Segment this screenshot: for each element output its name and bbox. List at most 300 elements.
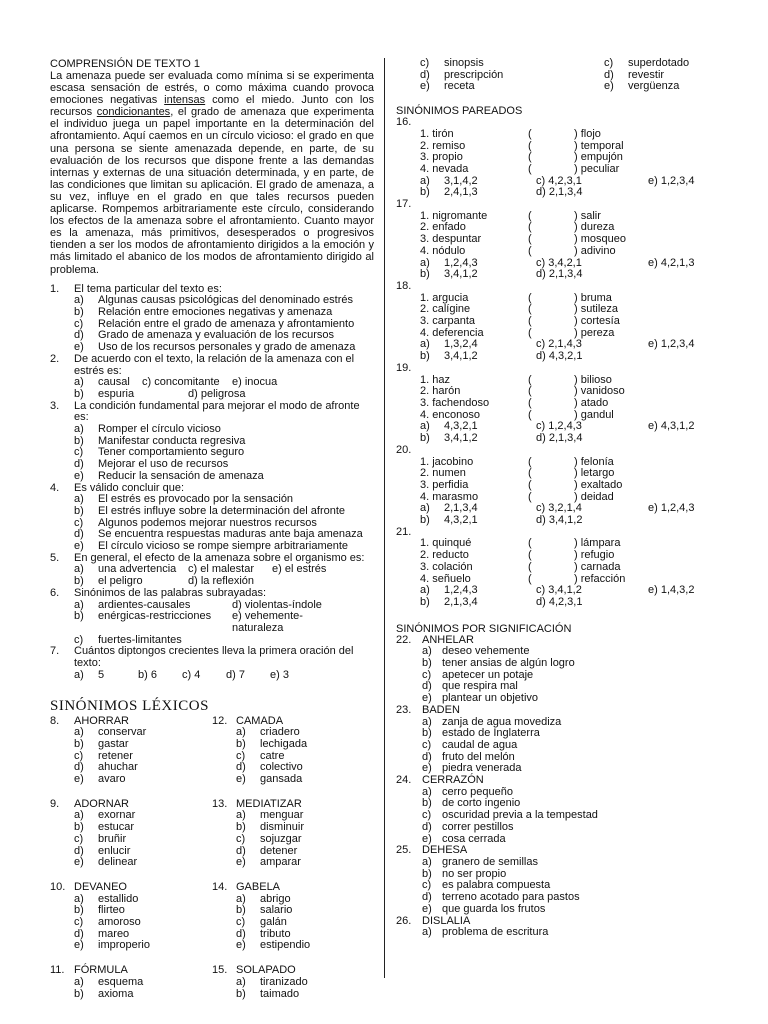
left-term: 3. perfidia	[420, 478, 469, 491]
spacer	[396, 316, 420, 328]
spacer	[396, 141, 420, 153]
option-cell: causal	[98, 376, 130, 389]
right-term: ) pereza	[574, 326, 615, 339]
question-number: 24.	[396, 774, 412, 787]
section-title: COMPRENSIÓN DE TEXTO 1	[50, 58, 200, 70]
option-letter: b)	[236, 904, 246, 917]
option-text: conservar	[98, 726, 147, 739]
option-letter: b)	[422, 727, 432, 740]
spacer	[396, 129, 420, 141]
synonym-question	[212, 799, 374, 869]
answer-option	[396, 857, 718, 869]
spacer	[396, 164, 420, 176]
option-letter: e)	[74, 773, 84, 786]
question-number: 13.	[212, 797, 228, 810]
option-text: estucar	[98, 821, 135, 834]
option-text: menguar	[260, 809, 304, 822]
lexical-synonyms-grid	[50, 716, 374, 1001]
answer-option	[50, 857, 212, 869]
option-cell: d) violentas-índole	[232, 598, 322, 611]
option-text: Se encuentra respuestas maduras ante baja amenaza	[98, 528, 363, 541]
option-text: problema de escritura	[442, 926, 549, 939]
paren-blank: (	[528, 478, 532, 491]
spacer	[396, 597, 420, 609]
option-cell: 3,4,1,2	[444, 432, 478, 445]
option-cell: prescripción	[444, 68, 504, 81]
option-text: tener ansias de algún logro	[442, 657, 575, 670]
headword: MEDIATIZAR	[236, 797, 302, 810]
spacer	[396, 421, 420, 433]
option-letter: d)	[74, 844, 84, 857]
paren-blank: (	[528, 560, 532, 573]
spacer	[396, 258, 420, 270]
paragraph-fragment: La amenaza puede ser evaluada como mínima si se experimenta escasa sensación de estrés, o como máxima cuando provoca emociones negativas	[50, 70, 374, 107]
answer-option	[396, 740, 718, 752]
right-term: ) temporal	[574, 139, 624, 152]
synonym-headword-row	[50, 882, 212, 894]
option-cell: revestir	[628, 68, 665, 81]
question-text: La condición fundamental para mejorar el modo de afronte es:	[74, 399, 360, 424]
option-letter: e)	[74, 856, 84, 869]
headword: ADORNAR	[74, 797, 130, 810]
right-term: ) gandul	[574, 408, 614, 421]
headword: FÓRMULA	[74, 964, 128, 977]
answer-option	[50, 471, 374, 483]
option-cell: e) 1,4,3,2	[648, 584, 695, 597]
option-letter: e)	[74, 469, 84, 482]
option-text: granero de semillas	[442, 856, 538, 868]
option-letter: c)	[74, 749, 84, 762]
option-text: cosa cerrada	[442, 832, 506, 845]
option-cell: d) 3,4,1,2	[536, 514, 583, 527]
answer-option	[50, 989, 212, 1001]
option-cell: 1,3,2,4	[444, 338, 478, 351]
spacer	[396, 211, 420, 223]
right-term: ) refugio	[574, 549, 615, 562]
answer-option	[50, 307, 374, 319]
right-term: ) sutileza	[574, 303, 619, 316]
answer-option-row	[396, 597, 718, 609]
synonym-headword-row	[212, 882, 374, 894]
option-cell: e)	[420, 80, 430, 93]
headword: DEHESA	[422, 844, 468, 857]
option-cell: 4,3,2,1	[444, 514, 478, 527]
pair-row	[396, 398, 718, 410]
headword: AHORRAR	[74, 714, 130, 727]
option-text: salario	[260, 904, 293, 917]
right-term: ) salir	[574, 209, 601, 222]
question-number: 10.	[50, 880, 66, 893]
right-term: ) atado	[574, 396, 609, 409]
option-letter: a)	[236, 726, 246, 739]
option-letter: e)	[236, 773, 246, 786]
option-letter: d)	[74, 458, 84, 471]
option-letter: b)	[236, 737, 246, 750]
option-cell: b)	[420, 432, 430, 445]
option-text: oscuridad previa a la tempestad	[442, 809, 598, 822]
spacer	[396, 152, 420, 164]
right-term: ) carnada	[574, 560, 621, 573]
option-cell: a)	[420, 502, 430, 515]
answer-option	[212, 739, 374, 751]
answer-option	[50, 977, 212, 989]
question-q7	[50, 646, 374, 669]
option-text: avaro	[98, 773, 126, 786]
paren-blank: (	[528, 385, 532, 398]
right-term: ) dureza	[574, 221, 615, 234]
option-letter: b)	[74, 821, 84, 834]
headword: DISLALIA	[422, 914, 471, 927]
left-term: 3. propio	[420, 151, 463, 164]
option-text: fruto del melón	[442, 750, 515, 763]
answer-option	[212, 940, 374, 952]
option-text: sojuzgar	[260, 832, 302, 845]
headword: CAMADA	[236, 714, 284, 727]
synonym-question	[212, 882, 374, 952]
right-term: ) refacción	[574, 572, 626, 585]
option-letter: a)	[236, 809, 246, 822]
spacer	[396, 386, 420, 398]
synonym-headword-row	[396, 705, 718, 717]
option-letter: b)	[74, 987, 84, 1000]
option-cell: a)	[74, 598, 84, 611]
answer-option-row	[396, 187, 718, 199]
right-term: ) exaltado	[574, 478, 623, 491]
option-cell: a)	[420, 256, 430, 269]
option-cell: a)	[74, 563, 84, 576]
paren-blank: (	[528, 233, 532, 246]
question-q3	[50, 401, 374, 424]
option-cell: 3,1,4,2	[444, 174, 478, 187]
option-text: de corto ingenio	[442, 797, 521, 810]
option-letter: d)	[74, 528, 84, 541]
option-letter: a)	[422, 785, 432, 798]
spacer	[396, 515, 420, 527]
question-q6	[50, 588, 374, 600]
spacer	[396, 538, 420, 550]
option-cell: d)	[420, 68, 430, 81]
option-cell: b)	[420, 186, 430, 199]
option-text: criadero	[260, 726, 300, 739]
left-term: 2. harón	[420, 385, 461, 398]
option-cell: c)	[420, 57, 430, 69]
option-cell: d) 4,2,3,1	[536, 595, 583, 608]
option-text: detener	[260, 844, 298, 857]
option-text: zanja de agua movediza	[442, 715, 562, 728]
question-text: Sinónimos de las palabras subrayadas:	[74, 586, 267, 599]
option-text: que guarda los frutos	[442, 902, 546, 915]
option-cell: c)	[74, 633, 84, 646]
answer-option	[50, 506, 374, 518]
left-term: 1. tirón	[420, 127, 454, 140]
option-cell: d) 4,3,2,1	[536, 350, 583, 363]
question-number: 3.	[50, 399, 60, 412]
spacer	[396, 480, 420, 492]
option-letter: d)	[74, 927, 84, 940]
option-letter: b)	[422, 657, 432, 670]
right-term: ) lámpara	[574, 537, 621, 550]
question-number: 15.	[212, 964, 228, 977]
question-number: 26.	[396, 914, 412, 927]
option-cell: e) 4,3,1,2	[648, 420, 695, 433]
answer-option	[212, 834, 374, 846]
option-text: lechigada	[260, 737, 308, 750]
spacer	[396, 375, 420, 387]
option-letter: e)	[74, 540, 84, 553]
option-cell: espuria	[98, 387, 135, 400]
option-text: Relación entre el grado de amenaza y afrontamiento	[98, 317, 355, 330]
pair-row	[396, 480, 718, 492]
answer-option	[50, 940, 212, 952]
left-column	[50, 58, 374, 1000]
headword: SOLAPADO	[236, 964, 296, 977]
option-text: apetecer un potaje	[442, 668, 534, 681]
option-cell: 3,4,1,2	[444, 350, 478, 363]
option-cell: c) 3,2,1,4	[536, 502, 582, 515]
question-number: 5.	[50, 551, 60, 564]
option-text: El estrés influye sobre la determinación del afronte	[98, 504, 346, 517]
option-text: Algunos podemos mejorar nuestros recursos	[98, 516, 317, 529]
option-text: Tener comportamiento seguro	[98, 446, 245, 459]
answer-option-row	[396, 81, 718, 93]
option-cell: d) 7	[226, 668, 245, 681]
option-letter: b)	[236, 821, 246, 834]
spacer	[396, 410, 420, 422]
option-text: improperio	[98, 939, 150, 952]
option-cell: e) inocua	[232, 376, 278, 389]
left-term: 2. numen	[420, 467, 466, 480]
option-text: abrigo	[260, 892, 291, 905]
option-letter: e)	[422, 692, 432, 705]
option-text: caudal de agua	[442, 738, 518, 751]
question-number: 22.	[396, 633, 412, 646]
paren-blank: (	[528, 162, 532, 175]
paren-blank: (	[528, 373, 532, 386]
option-text: gastar	[98, 737, 129, 750]
right-column	[396, 58, 718, 939]
option-text: Relación entre emociones negativas y amenaza	[98, 306, 333, 318]
spacer	[396, 550, 420, 562]
option-cell: 1,2,4,3	[444, 584, 478, 597]
paren-blank: (	[528, 139, 532, 152]
spacer	[396, 457, 420, 469]
option-letter: c)	[74, 516, 84, 529]
answer-option	[50, 774, 212, 786]
paragraph-fragment: intensas	[164, 94, 206, 107]
left-term: 3. fachendoso	[420, 396, 490, 409]
option-cell: el peligro	[98, 575, 143, 588]
option-letter: d)	[422, 680, 432, 693]
signification-synonyms-title: SINÓNIMOS POR SIGNIFICACIÓN	[396, 622, 572, 635]
option-letter: a)	[422, 715, 432, 728]
paragraph-fragment: como el miedo. Junto con los recursos	[50, 94, 374, 119]
question-number: 23.	[396, 703, 412, 716]
right-term: ) adivino	[574, 244, 616, 257]
right-term: ) bilioso	[574, 373, 612, 386]
paren-blank: (	[528, 408, 532, 421]
paren-blank: (	[528, 326, 532, 339]
spacer	[396, 503, 420, 515]
question-number: 20.	[396, 443, 412, 456]
option-cell: a)	[420, 584, 430, 597]
left-term: 4. enconoso	[420, 408, 480, 421]
option-cell: c) 1,2,4,3	[536, 420, 582, 433]
option-letter: d)	[422, 891, 432, 904]
answer-option-row	[50, 670, 374, 682]
left-term: 2. calígine	[420, 303, 471, 316]
column-divider	[384, 58, 385, 978]
spacer	[396, 585, 420, 597]
question-text: En general, el efecto de la amenaza sobre el organismo es:	[74, 551, 365, 564]
left-term: 2. enfado	[420, 221, 466, 234]
option-letter: e)	[74, 939, 84, 952]
option-letter: d)	[236, 844, 246, 857]
left-term: 1. quinqué	[420, 537, 472, 550]
question-number: 7.	[50, 645, 60, 658]
synonym-question	[212, 716, 374, 786]
spacer	[396, 222, 420, 234]
headword: CERRAZÓN	[422, 774, 484, 787]
paren-blank: (	[528, 291, 532, 304]
left-term: 4. señuelo	[420, 572, 471, 585]
option-text: Manifestar conducta regresiva	[98, 434, 246, 447]
headword: ANHELAR	[422, 633, 474, 646]
left-term: 4. deferencia	[420, 326, 484, 339]
question-number: 4.	[50, 481, 60, 494]
option-letter: a)	[74, 493, 84, 506]
option-text: mareo	[98, 927, 130, 940]
option-cell: b)	[74, 387, 84, 400]
option-cell: b)	[74, 610, 84, 623]
option-cell: d) 2,1,3,4	[536, 268, 583, 281]
option-letter: b)	[74, 504, 84, 517]
option-cell: c)	[604, 57, 614, 69]
option-letter: d)	[74, 329, 84, 342]
option-letter: c)	[236, 832, 246, 845]
answer-option	[50, 424, 374, 436]
option-cell: d) 2,1,3,4	[536, 186, 583, 199]
option-text: plantear un objetivo	[442, 692, 539, 705]
option-cell: c) 2,1,4,3	[536, 338, 582, 351]
answer-option	[50, 917, 212, 929]
spacer	[396, 293, 420, 305]
option-letter: c)	[422, 809, 432, 822]
right-term: ) flojo	[574, 127, 601, 140]
answer-option-row	[396, 269, 718, 281]
answer-option	[212, 917, 374, 929]
option-letter: c)	[422, 668, 432, 681]
answer-option-row	[50, 389, 374, 401]
option-text: Romper el círculo vicioso	[98, 423, 221, 436]
headword: GABELA	[236, 880, 281, 893]
question-number: 16.	[396, 116, 412, 129]
option-letter: c)	[422, 738, 432, 751]
right-term: ) mosqueo	[574, 233, 626, 246]
option-letter: b)	[74, 904, 84, 917]
option-cell: c) 4	[182, 668, 201, 681]
left-term: 4. nódulo	[420, 244, 466, 257]
answer-option	[50, 834, 212, 846]
paren-blank: (	[528, 303, 532, 316]
option-letter: a)	[74, 809, 84, 822]
option-cell: fuertes-limitantes	[98, 633, 182, 646]
option-cell: a)	[420, 174, 430, 187]
left-term: 1. haz	[420, 373, 450, 386]
question-number: 19.	[396, 361, 412, 374]
spacer	[396, 328, 420, 340]
option-text: estado de Inglaterra	[442, 727, 540, 740]
option-cell: c) concomitante	[142, 376, 220, 389]
left-term: 3. colación	[420, 560, 473, 573]
option-text: Uso de los recursos personales y grado de amenaza	[98, 341, 356, 354]
option-cell: superdotado	[628, 57, 690, 69]
option-letter: b)	[74, 737, 84, 750]
option-cell: c) 3,4,1,2	[536, 584, 582, 597]
option-cell: 2,1,3,4	[444, 595, 478, 608]
spacer	[396, 246, 420, 258]
left-term: 4. nevada	[420, 162, 469, 175]
option-cell: b)	[420, 350, 430, 363]
paren-blank: (	[528, 467, 532, 480]
paren-blank: (	[528, 572, 532, 585]
option-letter: a)	[74, 294, 84, 307]
spacer	[396, 176, 420, 188]
spacer	[396, 339, 420, 351]
option-text: Algunas causas psicológicas del denominado estrés	[98, 294, 353, 307]
right-term: ) empujón	[574, 151, 623, 164]
question-number: 2.	[50, 352, 60, 365]
option-cell: vergüenza	[628, 80, 680, 93]
answer-option	[396, 927, 718, 939]
option-cell: d) 2,1,3,4	[536, 432, 583, 445]
paren-blank: (	[528, 396, 532, 409]
option-text: delinear	[98, 856, 138, 869]
left-term: 4. marasmo	[420, 490, 479, 503]
option-cell: e) 1,2,3,4	[648, 174, 695, 187]
paragraph-fragment: condicionantes	[96, 106, 171, 119]
option-letter: c)	[74, 832, 84, 845]
option-cell: 5	[98, 668, 105, 681]
spacer	[396, 492, 420, 504]
paren-blank: (	[528, 244, 532, 257]
paren-blank: (	[528, 490, 532, 503]
pair-row	[396, 164, 718, 176]
option-letter: c)	[236, 916, 246, 929]
option-letter: b)	[236, 987, 246, 1000]
question-number: 9.	[50, 797, 60, 810]
question-text: Es válido concluir que:	[74, 481, 185, 494]
option-text: estipendio	[260, 939, 311, 952]
headword: BADEN	[422, 703, 460, 716]
answer-option	[212, 774, 374, 786]
spacer	[396, 562, 420, 574]
option-text: que respira mal	[442, 680, 518, 693]
option-cell: b)	[420, 595, 430, 608]
answer-option	[396, 822, 718, 834]
option-cell: a)	[74, 668, 84, 681]
option-text: Reducir la sensación de amenaza	[98, 469, 264, 482]
option-cell: b) 6	[138, 668, 157, 681]
option-letter: e)	[422, 832, 432, 845]
option-text: disminuir	[260, 821, 305, 834]
option-cell: 2,1,3,4	[444, 502, 478, 515]
option-text: galán	[260, 916, 287, 929]
option-letter: e)	[74, 341, 84, 354]
option-text: exornar	[98, 809, 136, 822]
left-term: 3. carpanta	[420, 315, 476, 328]
synonym-question	[50, 799, 212, 869]
option-letter: e)	[236, 939, 246, 952]
